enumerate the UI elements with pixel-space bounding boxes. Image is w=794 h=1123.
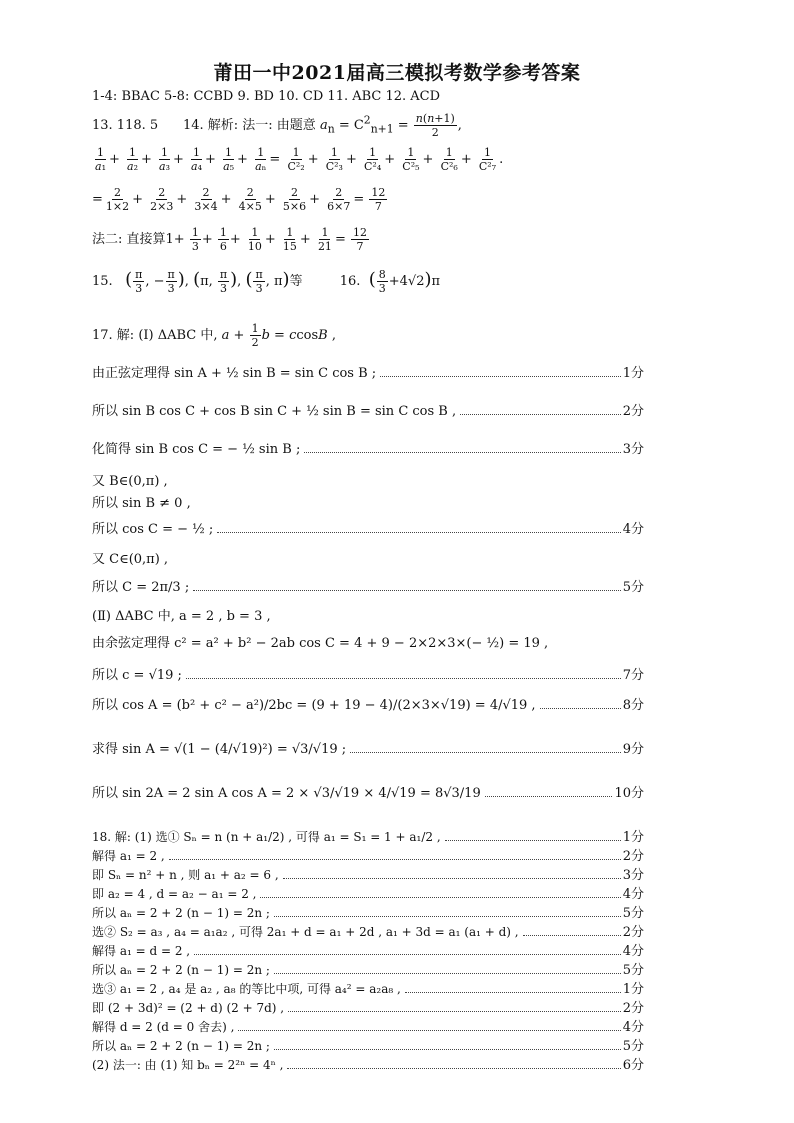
q18-step-11: 解得 d = 2 (d = 0 舍去) , 4分 <box>92 1020 644 1035</box>
q17-step-6: 所以 c = √19 ; 7分 <box>92 668 644 683</box>
q18-step-2: 解得 a₁ = 2 , 2分 <box>92 849 644 864</box>
q13-answer: 13. 118. 5 <box>92 118 159 133</box>
q17-note-1: 又 B∈(0,π) , <box>92 474 168 489</box>
q17-step-4: 所以 cos C = − ½ ; 4分 <box>92 522 644 537</box>
q18-step-7: 解得 a₁ = d = 2 , 4分 <box>92 944 644 959</box>
q17-step-1: 由正弦定理得 sin A + ½ sin B = sin C cos B ; 1分 <box>92 366 644 381</box>
q14-method2: 法二: 直接算1+ $\frac{1}{3}$ + $\frac{1}{6}$ + $\frac{1}{10}$ + $\frac{1}{15}$ + $\frac{1}{21}$ = $\frac{12}{7}$ <box>92 226 367 253</box>
q15-q16-line: 15. ( $\frac{\pi}{3}$ , − $\frac{\pi}{3}$ ), (π, $\frac{\pi}{3}$ ), ( $\frac{\pi}{3}$ , π)等 16. ( $\frac{8}{3}$ +4√2)π <box>92 268 441 295</box>
q17-part2-intro: (Ⅱ) ΔABC 中, a = 2 , b = 3 , <box>92 609 271 624</box>
q13-q14-line <box>92 112 462 139</box>
q14-formula: $a_n = C^2_{n+1}$ = $\frac{n(n+1)}{2}$ , <box>319 112 462 139</box>
q18-step-10: 即 (2 + 3d)² = (2 + d) (2 + 7d) , 2分 <box>92 1001 644 1016</box>
q18-step-9: 选③ a₁ = 2 , a₄ 是 a₂ , a₈ 的等比中项, 可得 a₄² = a₂a₈ , 1分 <box>92 982 644 997</box>
q18-step-13: (2) 法一: 由 (1) 知 bₙ = 2²ⁿ = 4ⁿ , 6分 <box>92 1058 644 1073</box>
q17-intro: 17. 解: (Ⅰ) ΔABC 中, <box>92 328 218 343</box>
q15-label: 15. <box>92 274 113 289</box>
q17-step-2: 所以 sin B cos C + cos B sin C + ½ sin B = sin C cos B , 2分 <box>92 404 644 419</box>
q18-step-8: 所以 aₙ = 2 + 2 (n − 1) = 2n ; 5分 <box>92 963 644 978</box>
q17-step-5: 所以 C = 2π/3 ; 5分 <box>92 580 644 595</box>
q14-sum-line-1: $\frac{1}{\text{a₁}}$ + $\frac{1}{\text{a₂}}$ + $\frac{1}{\text{a₃}}$ + $\frac{1}{\text{a₄}}$ + $\frac{1}{\text{a₅}}$ + $\frac{1}{\text{aₙ}}$ = $\frac{1}{\text{C²₂}}$ + $\frac{1}{\text{C²₃}}$ + $\frac{1}{\text{C²₄}}$ + $\frac{1}{\text{C²₅}}$ + $\frac{1}{\text{C²₆}}$ + $\frac{1}{\text{C²₇}}$ . <box>95 146 504 173</box>
q17-step-3: 化简得 sin B cos C = − ½ sin B ; 3分 <box>92 442 644 457</box>
q17-step-7: 所以 cos A = (b² + c² − a²)/2bc = (9 + 19 − 4)/(2×3×√19) = 4/√19 , 8分 <box>92 698 644 713</box>
q17-intro-line: 17. 解: (Ⅰ) ΔABC 中, a + $\frac{1}{2}$ b = ccosB , <box>92 322 336 349</box>
answers-1-12: 1-4: BBAC 5-8: CCBD 9. BD 10. CD 11. ABC 12. ACD <box>92 89 441 104</box>
q16-label: 16. <box>339 274 361 289</box>
q18-step-6: 选② S₂ = a₃ , a₄ = a₁a₂ , 可得 2a₁ + d = a₁ + 2d , a₁ + 3d = a₁ (a₁ + d) , 2分 <box>92 925 644 940</box>
q17-step-9: 所以 sin 2A = 2 sin A cos A = 2 × √3/√19 × 4/√19 = 8√3/19 10分 <box>92 786 644 801</box>
q14-sum-line-2: = $\frac{2}{1\times 2}$ + $\frac{2}{2\times 3}$ + $\frac{2}{3\times 4}$ + $\frac{2}{4\times 5}$ + $\frac{2}{5\times 6}$ + $\frac{2}{6\times 7}$ = $\frac{12}{7}$ <box>92 186 386 213</box>
q18-step-12: 所以 aₙ = 2 + 2 (n − 1) = 2n ; 5分 <box>92 1039 644 1054</box>
q17-step-8: 求得 sin A = √(1 − (4/√19)²) = √3/√19 ; 9分 <box>92 742 644 757</box>
q18-step-5: 所以 aₙ = 2 + 2 (n − 1) = 2n ; 5分 <box>92 906 644 921</box>
q17-note-3: 又 C∈(0,π) , <box>92 552 169 567</box>
q18-step-3: 即 Sₙ = n² + n , 则 a₁ + a₂ = 6 , 3分 <box>92 868 644 883</box>
q15-suffix: 等 <box>289 274 303 289</box>
page-title: 莆田一中2021届高三模拟考数学参考答案 <box>213 62 581 84</box>
q14-intro: 14. 解析: 法一: 由题意 <box>182 118 316 133</box>
q17-cosine-law: 由余弦定理得 c² = a² + b² − 2ab cos C = 4 + 9 − 2×2×3×(− ½) = 19 , <box>92 636 549 651</box>
q18-step-1: 18. 解: (1) 选① Sₙ = n (n + a₁/2) , 可得 a₁ = S₁ = 1 + a₁/2 , 1分 <box>92 830 644 845</box>
q17-note-2: 所以 sin B ≠ 0 , <box>92 496 191 511</box>
method2-label: 法二: 直接算 <box>92 232 166 247</box>
q18-step-4: 即 a₂ = 4 , d = a₂ − a₁ = 2 , 4分 <box>92 887 644 902</box>
